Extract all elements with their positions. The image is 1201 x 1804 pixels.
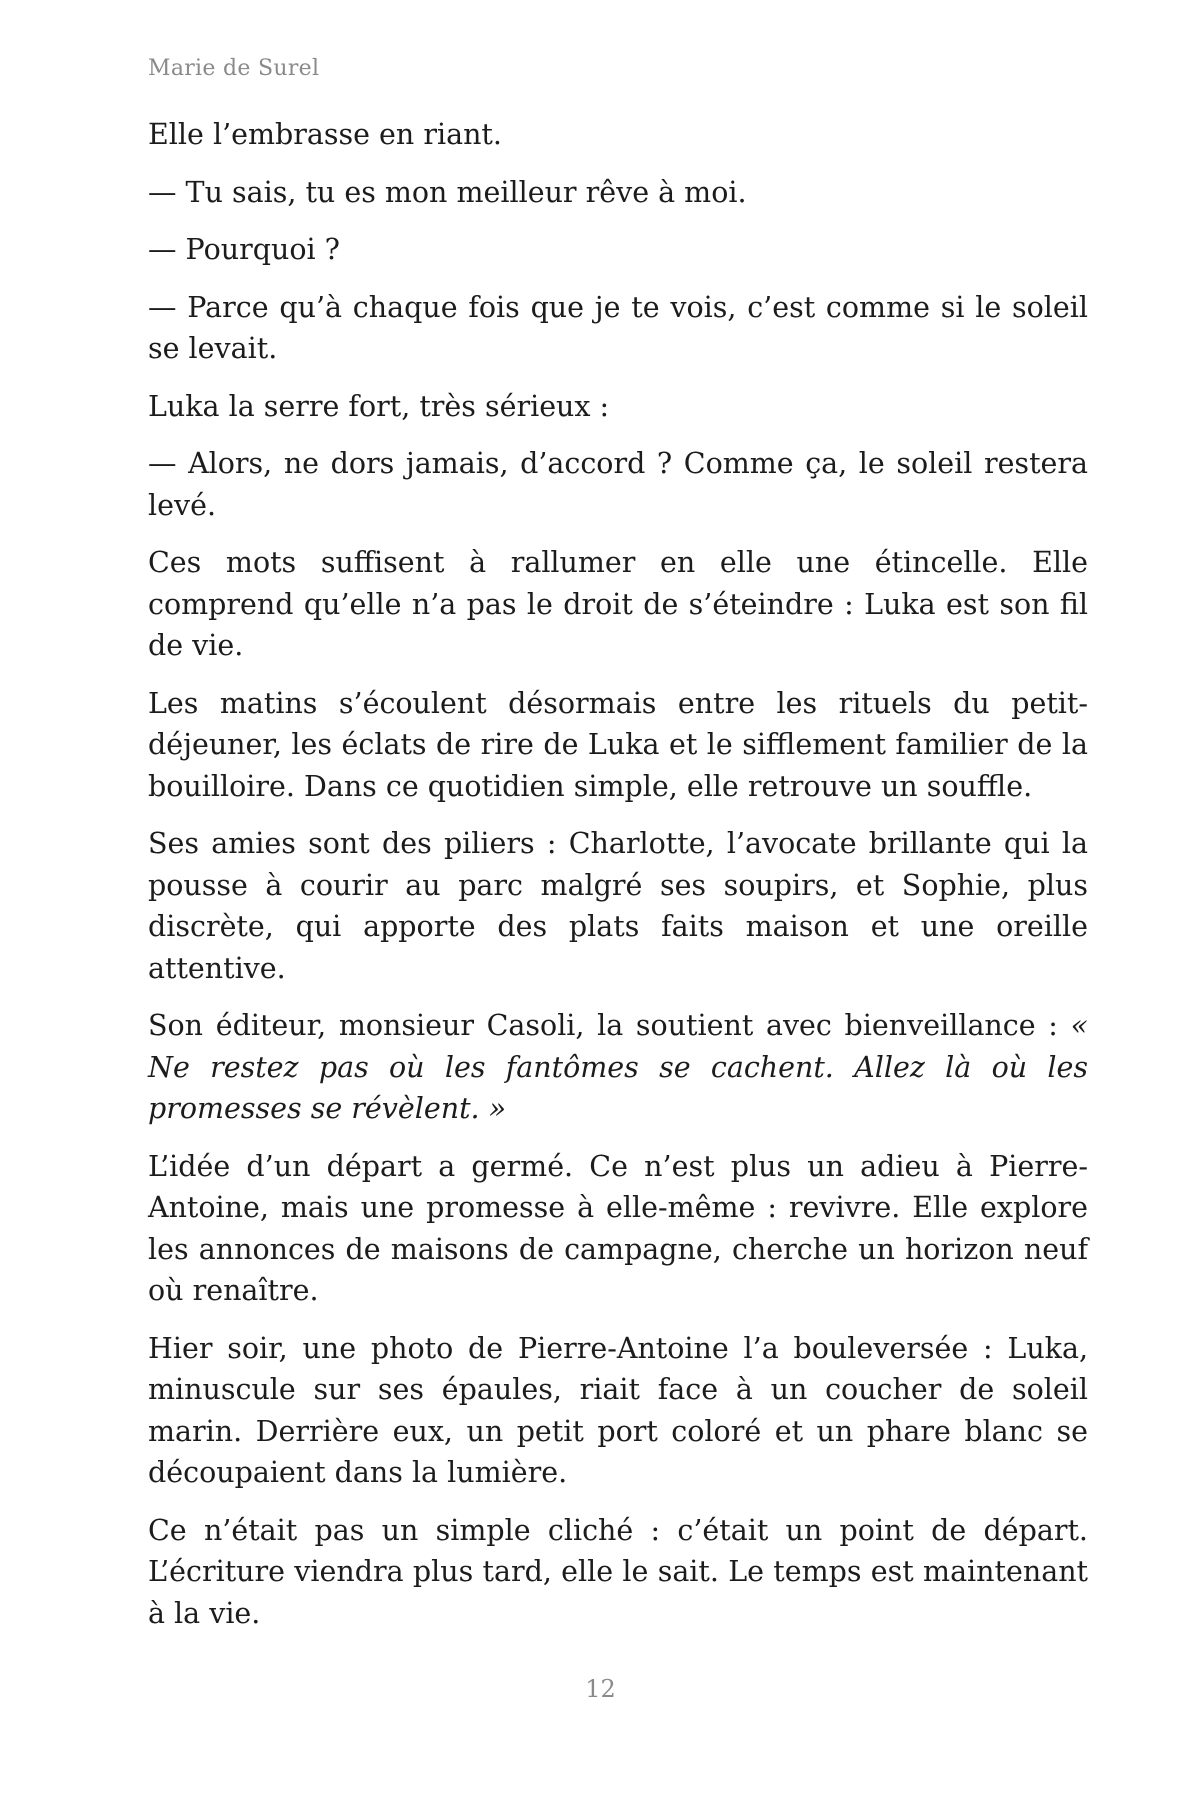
paragraph: Ce n’était pas un simple cliché : c’était un point de départ. L’écriture viendra plus tard, elle le sait. Le temps est maintenant à la vie. xyxy=(148,1513,1088,1630)
paragraph: Ces mots suffisent à rallumer en elle une étincelle. Elle comprend qu’elle n’a pas le droit de s’éteindre : Luka est son fil de vie. xyxy=(148,546,1088,662)
page-number: 12 xyxy=(585,1675,616,1703)
editor-paragraph xyxy=(148,1005,1088,1130)
page-body-text xyxy=(148,114,1088,1650)
editor-paragraph-lead: Son éditeur, monsieur Casoli, la soutient avec bienveillance : xyxy=(148,1009,1071,1042)
paragraph: Ses amies sont des piliers : Charlotte, l’avocate brillante qui la pousse à courir au parc malgré ses soupirs, et Sophie, plus discrète, qui apporte des plats faits maison et une oreille attentive. xyxy=(148,827,1088,985)
paragraph: Elle l’embrasse en riant. xyxy=(148,118,502,151)
dialogue-line: — Parce qu’à chaque fois que je te vois, c’est comme si le soleil se levait. xyxy=(148,290,1088,365)
paragraph: Les matins s’écoulent désormais entre les rituels du petit-déjeuner, les éclats de rire de Luka et le sifflement familier de la bouilloire. Dans ce quotidien simple, elle retrouve un souffle. xyxy=(148,686,1088,803)
paragraph: Hier soir, une photo de Pierre-Antoine l’a bouleversée : Luka, minuscule sur ses épaules, riait face à un coucher de soleil marin. Derrière eux, un petit port coloré et un phare blanc se découpaient dans la lumière. xyxy=(148,1331,1088,1489)
editor-quote: « Ne restez pas où les fantômes se cachent. Allez là où les promesses se révèlent. » xyxy=(148,1009,1088,1125)
dialogue-line: — Tu sais, tu es mon meilleur rêve à moi. xyxy=(148,175,747,209)
paragraph: Luka la serre fort, très sérieux : xyxy=(148,389,610,423)
dialogue-line: — Alors, ne dors jamais, d’accord ? Comme ça, le soleil restera levé. xyxy=(148,447,1088,522)
running-header-author: Marie de Surel xyxy=(148,56,320,81)
dialogue-line: — Pourquoi ? xyxy=(148,233,340,266)
paragraph: L’idée d’un départ a germé. Ce n’est plus un adieu à Pierre-Antoine, mais une promesse à elle-même : revivre. Elle explore les annonces de maisons de campagne, cherche un horizon neuf où renaître. xyxy=(148,1149,1088,1307)
